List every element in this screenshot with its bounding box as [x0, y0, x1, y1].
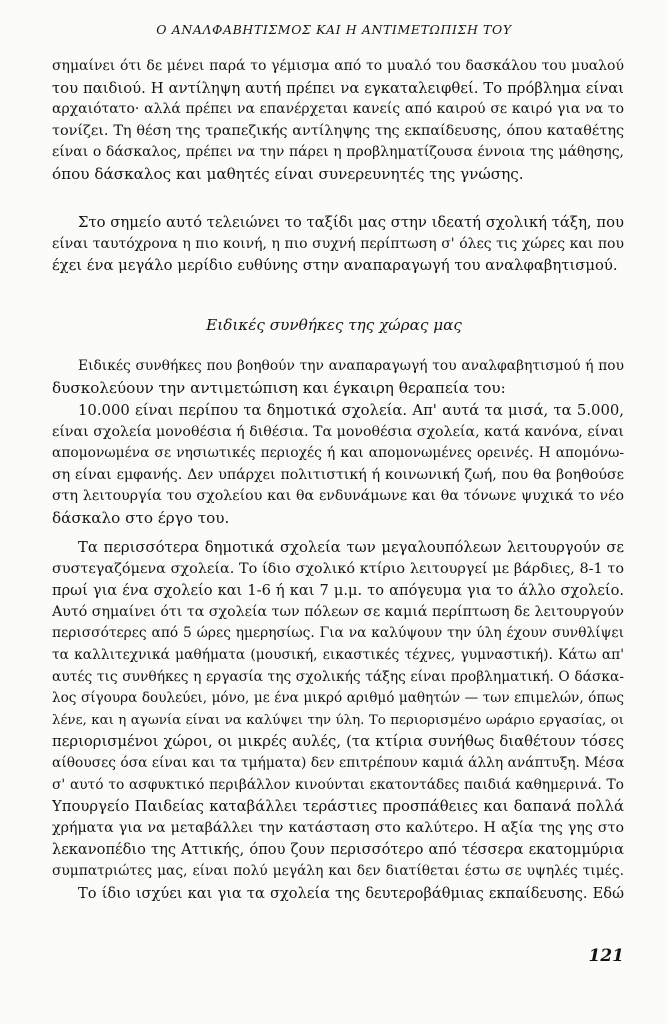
text-line: στη λειτουργία του σχολείου και θα ενδυνάμωνε και θα τόνωνε ψυχικά το νέο: [52, 488, 624, 505]
text-line: συστεγαζόμενα σχολεία. Το ίδιο σχολικό κτίριο λειτουργεί με βάρδιες, 8-1 το: [52, 560, 624, 577]
text-line: τα καλλιτεχνικά μαθήματα (μουσική, εικαστικές τέχνες, γυμναστική). Κάτω απ': [52, 646, 624, 663]
text-line: είναι ταυτόχρονα η πιο κοινή, η πιο συχνή περίπτωση σ' όλες τις χώρες και που: [52, 235, 624, 252]
text-line: του παιδιού. Η αντίληψη αυτή πρέπει να εγκαταλειφθεί. Το πρόβλημα είναι: [52, 79, 624, 97]
text-line: πρωί για ένα σχολείο και 1-6 ή και 7 μ.μ. το απόγευμα για το άλλο σχολείο.: [52, 582, 624, 600]
paragraph-4: [52, 400, 624, 530]
paragraph-3: [52, 356, 624, 399]
text-line: συμπατριώτες μας, είναι πολύ μεγάλη και δεν διατίθεται έστω σε υψηλές τιμές.: [52, 862, 624, 879]
text-line: έχει ένα μεγάλο μερίδιο ευθύνης στην αναπαραγωγή του αναλφαβητισμού.: [52, 257, 618, 275]
text-line: αυτές τις συνθήκες η εργασία της σχολικής τάξης είναι προβληματική. Ο δάσκα-: [52, 668, 624, 685]
text-line: τονίζει. Τη θέση της τραπεζικής αντίληψης της εκπαίδευσης, όπου καταθέτης: [52, 122, 624, 139]
text-line: 10.000 είναι περίπου τα δημοτικά σχολεία. Απ' αυτά τα μισά, τα 5.000,: [78, 402, 624, 419]
text-line: λος σίγουρα δουλεύει, μόνο, με ένα μικρό αριθμό μαθητών — των επιμελών, όπως: [52, 690, 624, 707]
text-line: αίθουσες όσα είναι και τα τμήματα) δεν επιτρέπουν καμιά άλλη ανάπτυξη. Μέσα: [52, 754, 624, 771]
text-line: είναι ο δάσκαλος, πρέπει να την πάρει η προβληματίζουσα έννοια της μάθησης,: [52, 144, 624, 161]
text-line: ση είναι εμφανής. Δεν υπάρχει πολιτιστική ή κοινωνική ζωή, που θα βοηθούσε: [52, 466, 624, 483]
text-line: λένε, και η αγωνία είναι να καλύψει την ύλη. Το περιορισμένο ωράριο εργασίας, οι: [52, 712, 624, 728]
text-line: δάσκαλο στο έργο του.: [52, 508, 230, 527]
text-line: λεκανοπέδιο της Αττικής, όπου ζουν περισσότερο από τέσσερα εκατομμύρια: [52, 841, 624, 859]
text-line: Υπουργείο Παιδείας καταβάλλει τεράστιες προσπάθειες και δαπανά πολλά: [52, 798, 624, 816]
text-line: δυσκολεύουν την αντιμετώπιση και έγκαιρη θεραπεία του:: [52, 378, 506, 397]
text-line: Αυτό σημαίνει ότι τα σχολεία των πόλεων σε καμιά περίπτωση δε λειτουργούν: [52, 603, 624, 620]
text-line: περιορισμένοι χώροι, οι μικρές αυλές, (τα κτίρια συνήθως διαθέτουν τόσες: [52, 733, 624, 751]
text-line: όπου δάσκαλος και μαθητές είναι συνερευνητές της γνώσης.: [52, 164, 524, 183]
text-line: σ' αυτό το ασφυκτικό περιβάλλον κινούνται εκατοντάδες παιδιά καθημερινά. Το: [52, 776, 624, 793]
text-line: περισσότερες από 5 ώρες ημερησίως. Για να καλύψουν την ύλη έχουν συνθλίψει: [52, 625, 624, 642]
text-line: χρήματα για να μεταβάλλει την κατάσταση στο καλύτερο. Η αξία της γης στο: [52, 819, 624, 836]
text-line: αρχαιότατο· αλλά πρέπει να επανέρχεται κανείς από καιρού σε καιρό για να το: [52, 101, 624, 118]
text-line: σημαίνει ότι δε μένει παρά το γέμισμα από το μυαλό του δασκάλου του μυαλού: [52, 58, 624, 74]
section-heading: Ειδικές συνθήκες της χώρας μας: [206, 316, 462, 334]
text-line: είναι σχολεία μονοθέσια ή διθέσια. Τα μονοθέσια σχολεία, κατά κανόνα, είναι: [52, 423, 624, 440]
page-number: 121: [588, 946, 624, 966]
paragraph-1: [52, 56, 624, 186]
text-line: Το ίδιο ισχύει και για τα σχολεία της δευτεροβάθμιας εκπαίδευσης. Εδώ: [78, 885, 624, 902]
paragraph-5: [52, 537, 624, 883]
text-line: Ειδικές συνθήκες που βοηθούν την αναπαραγωγή του αναλφαβητισμού ή που: [78, 358, 624, 374]
paragraph-2: [52, 212, 624, 277]
running-head: Ο ΑΝΑΛΦΑΒΗΤΙΣΜΟΣ ΚΑΙ Η ΑΝΤΙΜΕΤΩΠΙΣΗ ΤΟΥ: [156, 22, 512, 37]
text-line: Στο σημείο αυτό τελειώνει το ταξίδι μας στην ιδεατή σχολική τάξη, που: [78, 214, 624, 231]
text-line: Τα περισσότερα δημοτικά σχολεία των μεγαλουπόλεων λειτουργούν σε: [78, 539, 624, 556]
text-line: απομονωμένα σε νησιωτικές περιοχές ή και απομονωμένες ορεινές. Η απομόνω-: [52, 445, 624, 462]
paragraph-6: [52, 883, 624, 905]
